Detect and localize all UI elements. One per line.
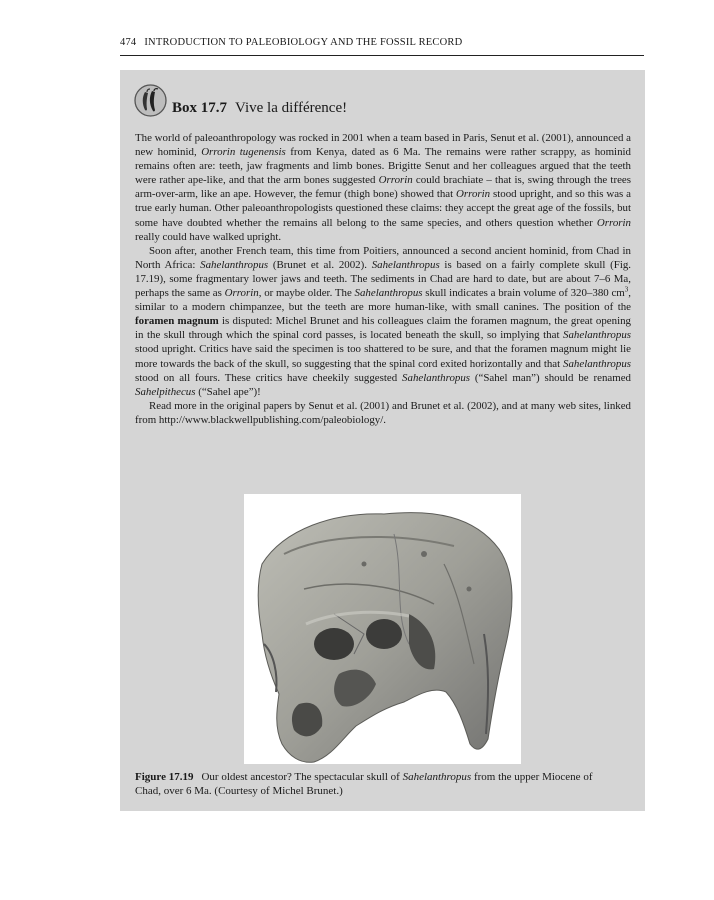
text-run: stood on all fours. These critics have cheekily suggested: [135, 371, 403, 384]
header-rule: [120, 55, 644, 56]
text-run: (Brunet et al. 2002).: [268, 258, 372, 271]
text-run: is based on a fairly complete skull (Fig. 17.19), some fragmentary lower jaws and teeth. The sediments in Chad are hard to date, but are about 7–6 Ma, perhaps the same as: [135, 258, 632, 300]
text-run: from Kenya, dated as 6 Ma. The remains were rather scrappy, as hominid remains often are: teeth, jaw fragments and limb bones. Brigitte Senut and her colleagues argued that the teeth were rather ape-like, and that the arm bones suggested: [135, 146, 631, 187]
italic-term: Sahelanthropus: [200, 258, 269, 271]
figure-caption-text: [135, 771, 592, 797]
text-run: stood upright. Critics have said the specimen is too shattered to be sure, and that the foramen magnum might lie more towards the back of the skull, so suggesting that the spinal cord exited horizontally and that: [135, 343, 631, 370]
box-paragraph: [135, 244, 631, 399]
box-17-7: [120, 70, 645, 811]
chili-peppers-icon: [134, 84, 167, 117]
text-run: skull indicates a brain volume of 320–380 cm: [422, 287, 625, 300]
box-title: [172, 100, 347, 117]
italic-term: Orrorin: [456, 188, 491, 201]
bold-term: foramen magnum: [135, 315, 219, 328]
text-run: (“Sahel man”) should be renamed: [470, 371, 631, 384]
box-paragraph: [135, 131, 631, 244]
text-run: stood upright, and so this was a true early human. Other paleoanthropologists questioned these claims: they accept the great age of the fossils, but some have doubted whether the remains all belong to the same species, and others question whether: [135, 188, 631, 229]
text-run: Our oldest ancestor? The spectacular skull of: [201, 771, 403, 783]
italic-term: Sahelanthropus: [354, 287, 423, 300]
italic-term: Orrorin tugenensis: [201, 146, 286, 159]
text-run: is disputed: Michel Brunet and his colleagues claim the foramen magnum, the great opening in the skull through which the spinal cord passes, is located beneath the skull, so implying that: [135, 315, 632, 342]
italic-term: Sahelanthropus: [402, 771, 472, 783]
italic-term: Sahelanthropus: [402, 371, 471, 384]
figure-caption: [135, 770, 605, 798]
italic-term: Sahelanthropus: [371, 258, 440, 271]
italic-term: Sahelanthropus: [563, 357, 631, 370]
text-run: (“Sahel ape”)!: [195, 385, 261, 398]
box-label: Box 17.7: [172, 100, 228, 116]
text-run: , or maybe older. The: [258, 287, 355, 300]
running-head: [120, 37, 644, 48]
italic-term: Orrorin: [596, 216, 631, 229]
italic-term: Sahelanthropus: [563, 329, 631, 342]
text-run: Read more in the original papers by Senut et al. (2001) and Brunet et al. (2002), and at many web sites, linked from http://www.blackwellpublishing.com/paleobiology/.: [135, 399, 631, 426]
page-number: 474: [120, 37, 137, 48]
box-heading: Vive la différence!: [235, 100, 348, 116]
figure-label: Figure 17.19: [135, 771, 194, 783]
text-run: The world of paleoanthropology was rocked in 2001 when a team based in Paris, Senut et al. (2001), announced a new hominid,: [135, 132, 631, 159]
box-body: [135, 131, 631, 427]
skull-photo: [244, 494, 521, 764]
text-run: really could have walked upright.: [135, 230, 282, 243]
italic-term: Sahelpithecus: [135, 385, 196, 398]
text-run: could brachiate – that is, swing through the trees arm-over-arm, like an ape. However, the femur (thigh bone) showed that: [135, 174, 631, 201]
italic-term: Orrorin: [224, 287, 259, 300]
italic-term: Orrorin: [378, 174, 413, 187]
text-run: Soon after, another French team, this time from Poitiers, announced a second ancient hominid, from Chad in North Africa:: [135, 244, 631, 271]
box-paragraph: [135, 399, 631, 427]
running-head-title: INTRODUCTION TO PALEOBIOLOGY AND THE FOSSIL RECORD: [144, 37, 463, 48]
text-run: from the upper Miocene of Chad, over 6 Ma. (Courtesy of Michel Brunet.): [135, 771, 593, 798]
superscript: 3: [624, 285, 629, 294]
text-run: , similar to a modern chimpanzee, but the teeth are more human-like, with small canines. The position of the: [135, 287, 631, 314]
